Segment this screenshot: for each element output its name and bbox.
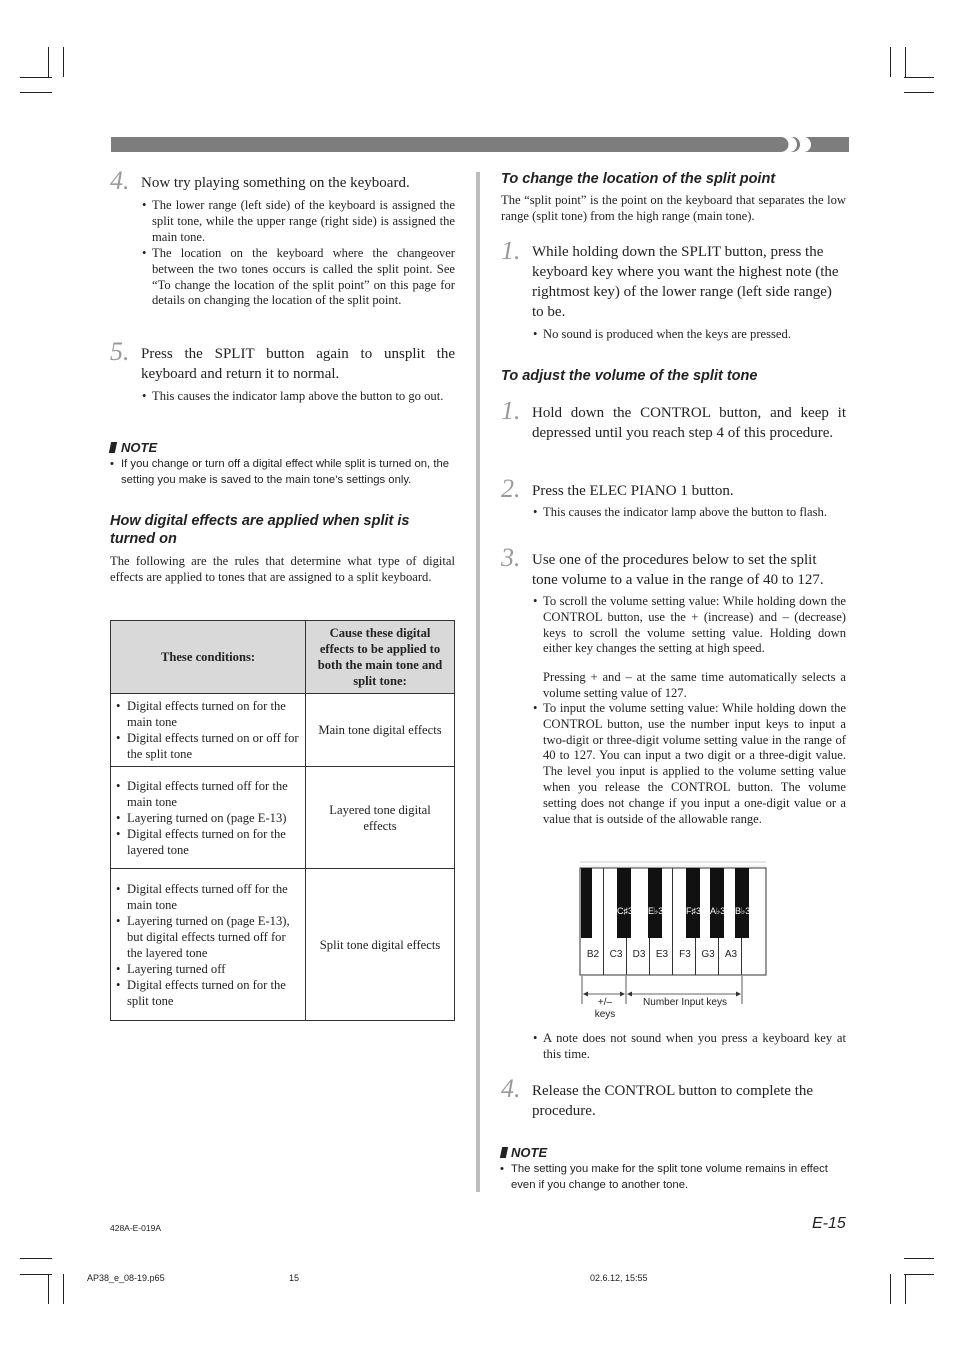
crop-mark [904,92,934,93]
crop-mark [905,1274,906,1304]
crop-mark [48,1274,49,1304]
table-effect-cell: Layered tone digital effects [306,767,455,869]
bullet-item: • To scroll the volume setting value: While holding down the CONTROL button, use the + (increase) and – (decrease) keys to scroll the volume setting value. Holding down either key changes the setting at high speed. [543,594,846,657]
note-marker [109,442,117,453]
white-key-label: A3 [724,949,738,960]
note-text: • If you change or turn off a digital effect while split is turned on, the setting you make is saved to the main tone’s settings only. [121,457,456,488]
bullet-item: • This causes the indicator lamp above the button to go out. [152,389,455,405]
condition-item: • Digital effects turned on for the split tone [127,977,299,1009]
note-text: • The setting you make for the split tone volume remains in effect even if you change to another tone. [511,1162,851,1193]
condition-item: • Digital effects turned on for the layered tone [127,826,299,858]
section-heading: To adjust the volume of the split tone [501,368,758,384]
black-key-label: A♭3 [710,906,726,916]
black-key-label: C♯3 [617,906,634,916]
effects-table [110,620,455,1021]
table-header-conditions: These conditions: [111,621,306,694]
crop-mark [63,1274,64,1304]
document-code: 428A-E-019A [110,1223,162,1233]
step-text: While holding down the SPLIT button, press the keyboard key where you want the highest note (the rightmost key) of the lower range (left side range) to be. [532,244,839,320]
file-name: AP38_e_08-19.p65 [87,1273,165,1283]
table-effect-cell: Main tone digital effects [306,694,455,767]
white-key-label: C3 [609,949,623,960]
black-key-label: E♭3 [648,906,664,916]
note-marker [500,1147,508,1158]
step-text: Release the CONTROL button to complete the procedure. [532,1083,814,1119]
header-bar-arrows [773,137,849,152]
table-header-effects: Cause these digital effects to be applied to both the main tone and split tone: [306,621,455,694]
bullet-item: • To input the volume setting value: While holding down the CONTROL button, use the number input keys to input a two-digit or three-digit volume setting value in the range of 40 to 127. You can input a two digit or a three-digit value. The level you input is applied to the volume setting value when you release the CONTROL button. The volume setting does not change if you input a one-digit value or a value that is outside of the allowable range. [543,701,846,827]
crop-mark [20,77,52,78]
crop-mark [890,1274,891,1304]
black-key-label: F♯3 [686,906,702,916]
column-divider [476,172,480,1192]
bullet-item: • No sound is produced when the keys are pressed. [543,327,846,343]
bullet-continuation: Pressing + and – at the same time automatically selects a volume setting value of 127. [543,670,846,700]
bullet-item: • A note does not sound when you press a keyboard key at this time. [543,1031,846,1063]
step-text: Use one of the procedures below to set the split tone volume to a value in the range of 40 to 127. [532,552,824,588]
white-key-label: F3 [679,949,691,960]
keyboard-diagram [578,856,768,976]
step-text: Hold down the CONTROL button, and keep it depressed until you reach step 4 of this procedure. [532,405,846,441]
step-number: 1. [501,236,521,265]
step-number: 5. [110,337,130,366]
note-heading: NOTE [121,440,158,455]
step-text: Now try playing something on the keyboard. [141,175,410,191]
note-heading: NOTE [511,1145,548,1160]
white-key-label: B2 [586,949,600,960]
bullet-item: • The location on the keyboard where the changeover between the two tones occurs is called the split point. See “To change the location of the split point” on this page for details on changing the location of the split point. [152,246,455,309]
crop-mark [890,47,891,77]
table-row [111,694,455,767]
crop-mark [20,1258,52,1259]
crop-mark [20,92,52,93]
table-row [111,767,455,869]
step-number: 3. [501,543,521,572]
black-key-label: B♭3 [735,906,751,916]
table-conditions-cell [111,869,306,1021]
print-page-number: 15 [289,1273,300,1283]
step-number: 4. [501,1074,521,1103]
table-row [111,869,455,1021]
section-paragraph: The following are the rules that determine what type of digital effects are applied to tones that are assigned to a split keyboard. [110,554,455,584]
crop-mark [904,1274,934,1275]
crop-mark [63,47,64,77]
crop-mark [904,77,934,78]
condition-item: • Layering turned off [127,961,299,977]
print-date: 02.6.12, 15:55 [590,1273,648,1283]
plus-minus-keys-label: +/– keys [594,997,616,1020]
crop-mark [904,1258,934,1259]
page-number: E-15 [812,1215,846,1232]
section-heading: How digital effects are applied when split is turned on [110,513,410,547]
number-input-keys-label: Number Input keys [630,997,740,1008]
section-paragraph: The “split point” is the point on the keyboard that separates the low range (split tone) from the high range (main tone). [501,193,846,223]
table-header-row [111,621,455,694]
condition-item: • Digital effects turned on for the main tone [127,698,299,730]
step-number: 1. [501,396,521,425]
bullet-item: • This causes the indicator lamp above the button to flash. [543,505,846,521]
condition-item: • Digital effects turned on or off for the split tone [127,730,299,762]
crop-mark [48,47,49,77]
crop-mark [905,47,906,77]
step-number: 2. [501,474,521,503]
step-text: Press the ELEC PIANO 1 button. [532,483,734,499]
white-key-label: G3 [701,949,715,960]
step-number: 4. [110,166,130,195]
table-conditions-cell [111,694,306,767]
condition-item: • Layering turned on (page E-13), but digital effects turned off for the layered tone [127,913,299,961]
table-conditions-cell [111,767,306,869]
header-bar [111,137,774,152]
white-key-label: E3 [655,949,669,960]
white-key-label: D3 [632,949,646,960]
bullet-item: • The lower range (left side) of the keyboard is assigned the split tone, while the upper range (right side) is assigned the main tone. [152,198,455,245]
condition-item: • Digital effects turned off for the main tone [127,778,299,810]
condition-item: • Digital effects turned off for the main tone [127,881,299,913]
condition-item: • Layering turned on (page E-13) [127,810,299,826]
step-text: Press the SPLIT button again to unsplit the keyboard and return it to normal. [141,346,455,382]
table-effect-cell: Split tone digital effects [306,869,455,1021]
section-heading: To change the location of the split point [501,171,776,187]
